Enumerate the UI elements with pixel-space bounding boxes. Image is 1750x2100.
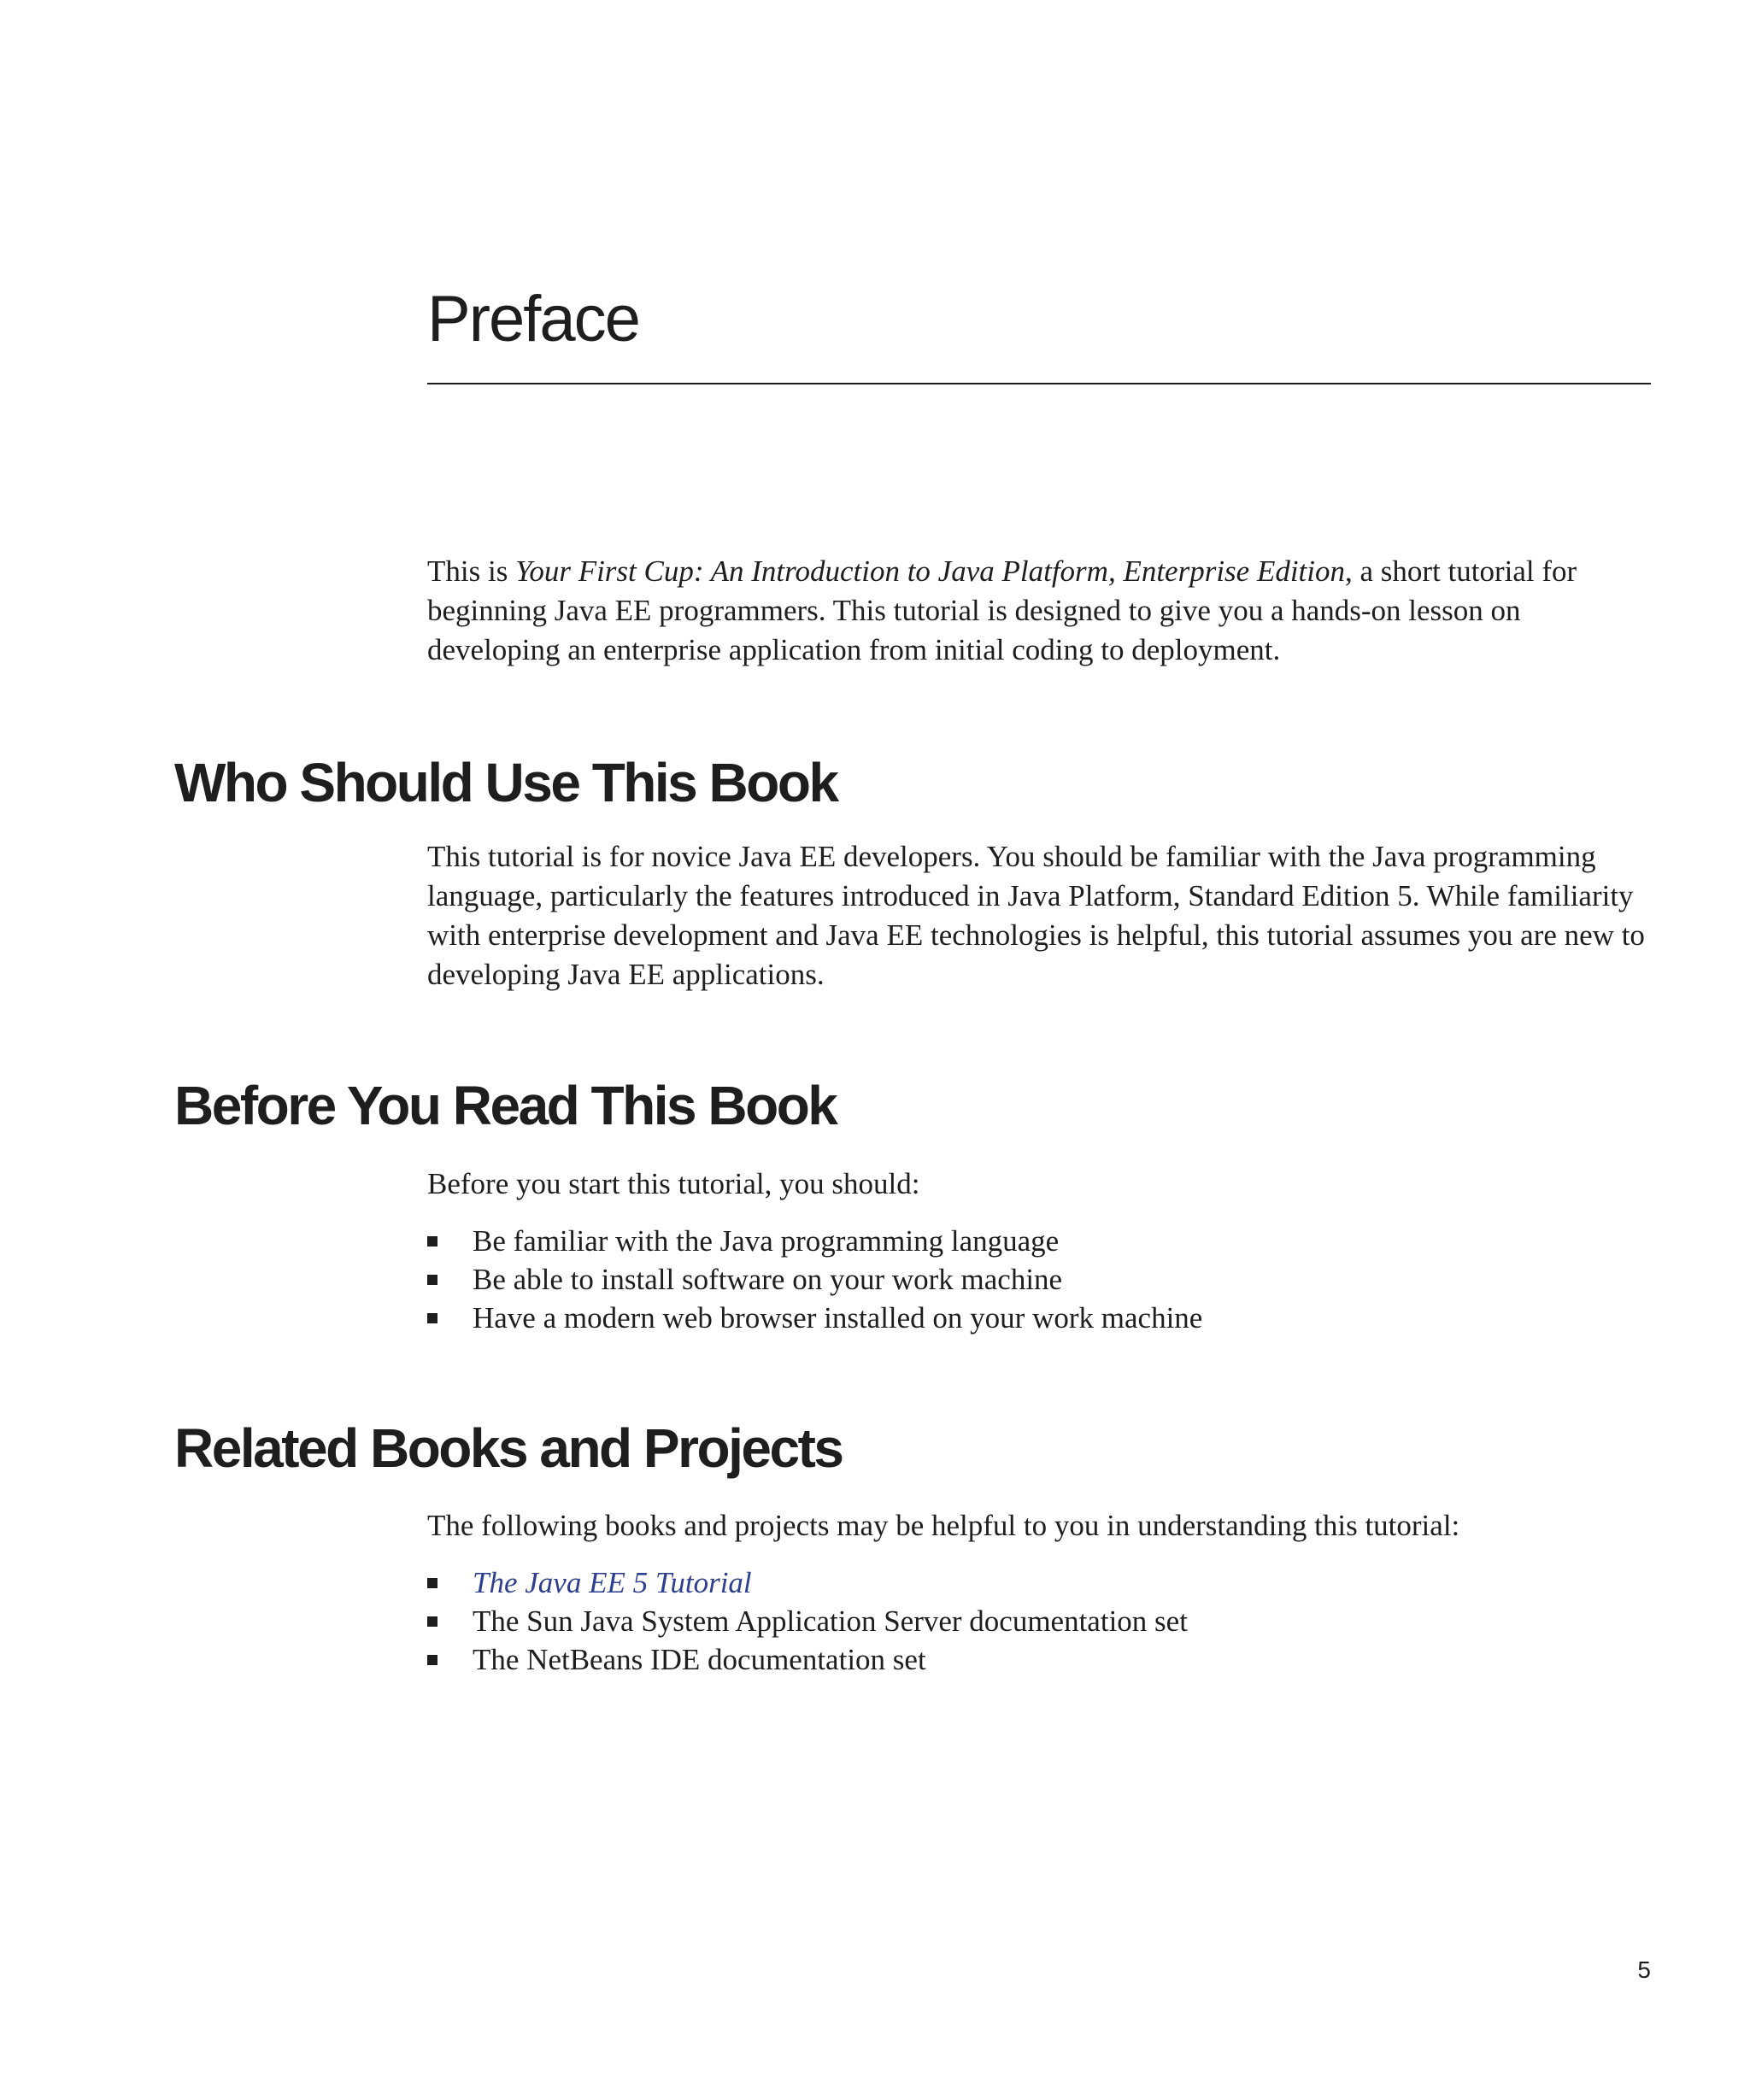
before-you-read-intro: Before you start this tutorial, you should: — [427, 1167, 920, 1200]
bullet-icon — [427, 1655, 438, 1665]
list-item: Have a modern web browser installed on your work machine — [427, 1299, 1658, 1337]
list-item — [427, 1563, 1658, 1602]
bullet-icon — [427, 1313, 438, 1323]
intro-paragraph — [427, 552, 1658, 670]
list-item: Be able to install software on your work machine — [427, 1260, 1658, 1299]
page-number: 5 — [1637, 1956, 1651, 1983]
bullet-icon — [427, 1616, 438, 1627]
intro-lead: This is — [427, 554, 516, 588]
title-divider — [427, 383, 1651, 384]
section-heading-before-you-read: Before You Read This Book — [174, 1075, 837, 1136]
prerequisites-list — [427, 1222, 1658, 1337]
related-books-list — [427, 1563, 1658, 1679]
java-ee5-tutorial-link[interactable]: The Java EE 5 Tutorial — [473, 1566, 752, 1599]
bullet-icon — [427, 1275, 438, 1285]
related-books-intro: The following books and projects may be helpful to you in understanding this tutorial: — [427, 1509, 1460, 1542]
list-item: Be familiar with the Java programming language — [427, 1222, 1658, 1260]
page-title: Preface — [427, 283, 639, 355]
list-item: The Sun Java System Application Server documentation set — [427, 1602, 1658, 1640]
section-heading-who-should-use: Who Should Use This Book — [174, 752, 837, 813]
who-should-use-paragraph: This tutorial is for novice Java EE developers. You should be familiar with the Java programming language, particularly the features introduced in Java Platform, Standard Edition 5. While familiarity with enterprise development and Java EE technologies is helpful, this tutorial assumes you are new to developing Java EE applications. — [427, 840, 1645, 991]
intro-rest: , a short tutorial for beginning Java EE programmers. This tutorial is designed to give you a hands-on lesson on developing an enterprise application from initial coding to deployment. — [427, 554, 1577, 666]
bullet-icon — [427, 1236, 438, 1247]
bullet-icon — [427, 1578, 438, 1588]
section-heading-related-books: Related Books and Projects — [174, 1417, 843, 1479]
book-title: Your First Cup: An Introduction to Java Platform, Enterprise Edition — [515, 554, 1346, 588]
list-item: The NetBeans IDE documentation set — [427, 1640, 1658, 1679]
